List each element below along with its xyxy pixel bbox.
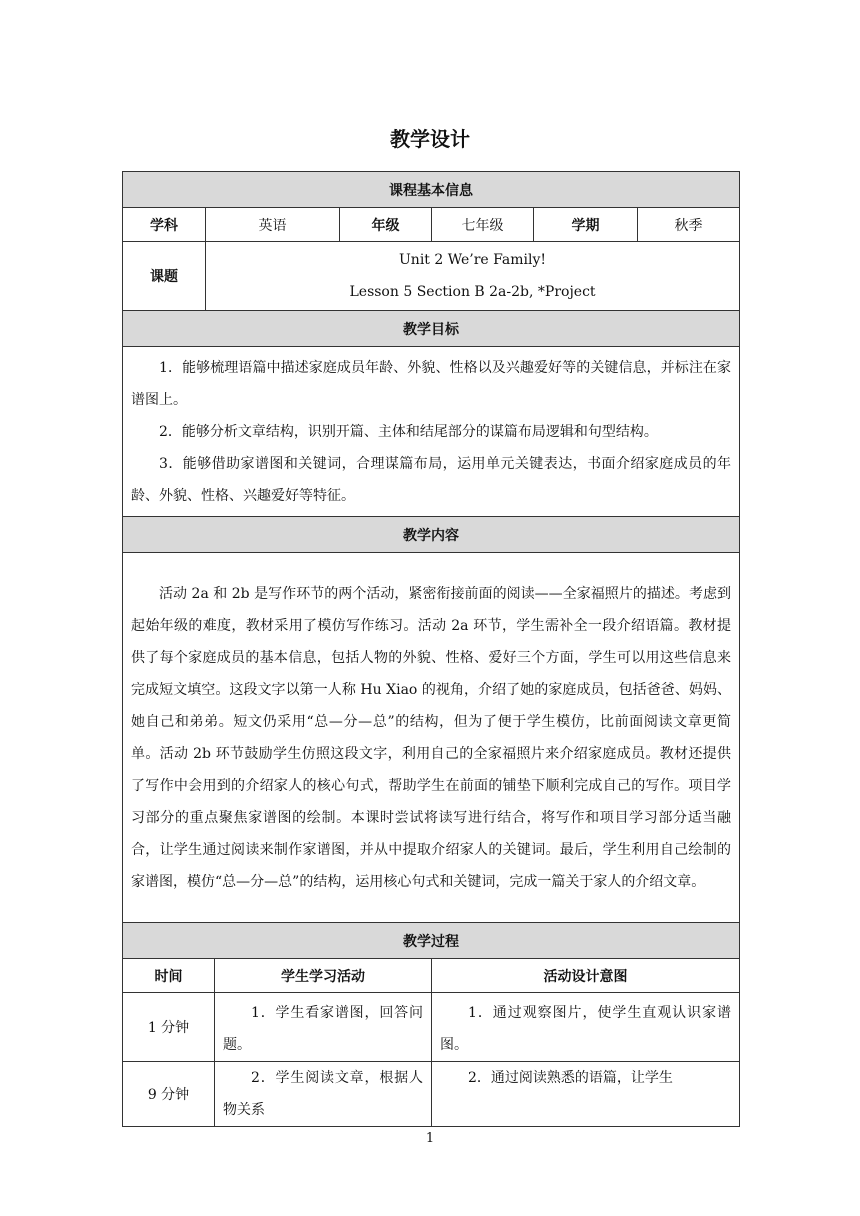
grade-label: 年级	[340, 208, 432, 242]
grade-value: 七年级	[432, 208, 534, 242]
topic-value	[206, 242, 740, 311]
objective-item: 2．能够分析文章结构，识别开篇、主体和结尾部分的谋篇布局逻辑和句型结构。	[159, 423, 658, 440]
row-activity: 2．学生阅读文章，根据人物关系	[215, 1062, 432, 1127]
row-intent: 2．通过阅读熟悉的语篇，让学生	[432, 1062, 740, 1127]
row-activity: 1．学生看家谱图，回答问题。	[215, 993, 432, 1062]
col-activity-header: 学生学习活动	[215, 959, 432, 993]
term-value: 秋季	[638, 208, 740, 242]
col-intent-header: 活动设计意图	[432, 959, 740, 993]
content-text: 活动 2a 和 2b 是写作环节的两个活动，紧密衔接前面的阅读——全家福照片的描述。考虑到起始年级的难度，教材采用了模仿写作练习。活动 2a 环节，学生需补全一段介绍语篇。教材提供了每个家庭成员的基本信息，包括人物的外貌、性格、爱好三个方面，学生可以用这些信息来完成短文填空。这段文字以第一人称 Hu Xiao 的视角，介绍了她的家庭成员，包括爸爸、妈妈、她自己和弟弟。短文仍采用“总—分—总”的结构，但为了便于学生模仿，比前面阅读文章更简单。活动 2b 环节鼓励学生仿照这段文字，利用自己的全家福照片来介绍家庭成员。教材还提供了写作中会用到的介绍家人的核心句式，帮助学生在前面的铺垫下顺利完成自己的写作。项目学习部分的重点聚焦家谱图的绘制。本课时尝试将读写进行结合，将写作和项目学习部分适当融合，让学生通过阅读来制作家谱图，并从中提取介绍家人的关键词。最后，学生利用自己绘制的家谱图，模仿“总—分—总”的结构，运用核心句式和关键词，完成一篇关于家人的介绍文章。	[131, 585, 732, 890]
process-header: 教学过程	[123, 923, 740, 959]
content-cell	[123, 553, 740, 923]
objective-item: 3．能够借助家谱图和关键词，合理谋篇布局，运用单元关键表达，书面介绍家庭成员的年龄、外貌、性格、兴趣爱好等特征。	[131, 455, 732, 504]
subject-label: 学科	[123, 208, 206, 242]
objectives-cell	[123, 347, 740, 517]
subject-value: 英语	[206, 208, 340, 242]
topic-line-1: Unit 2 We’re Family!	[399, 252, 547, 268]
table-row	[123, 993, 740, 1062]
row-intent: 1．通过观察图片，使学生直观认识家谱图。	[432, 993, 740, 1062]
basic-info-header: 课程基本信息	[123, 172, 740, 208]
table-row	[123, 1062, 740, 1127]
content-header: 教学内容	[123, 517, 740, 553]
page-number: 1	[425, 1131, 435, 1146]
objective-item: 1．能够梳理语篇中描述家庭成员年龄、外貌、性格以及兴趣爱好等的关键信息，并标注在家谱图上。	[131, 359, 732, 408]
topic-label: 课题	[123, 242, 206, 311]
lesson-plan-table	[122, 171, 740, 1127]
topic-line-2: Lesson 5 Section B 2a-2b, *Project	[349, 284, 596, 300]
document-title: 教学设计	[390, 127, 470, 151]
row-time: 9 分钟	[123, 1062, 215, 1127]
term-label: 学期	[534, 208, 638, 242]
row-time: 1 分钟	[123, 993, 215, 1062]
col-time-header: 时间	[123, 959, 215, 993]
objectives-header: 教学目标	[123, 311, 740, 347]
